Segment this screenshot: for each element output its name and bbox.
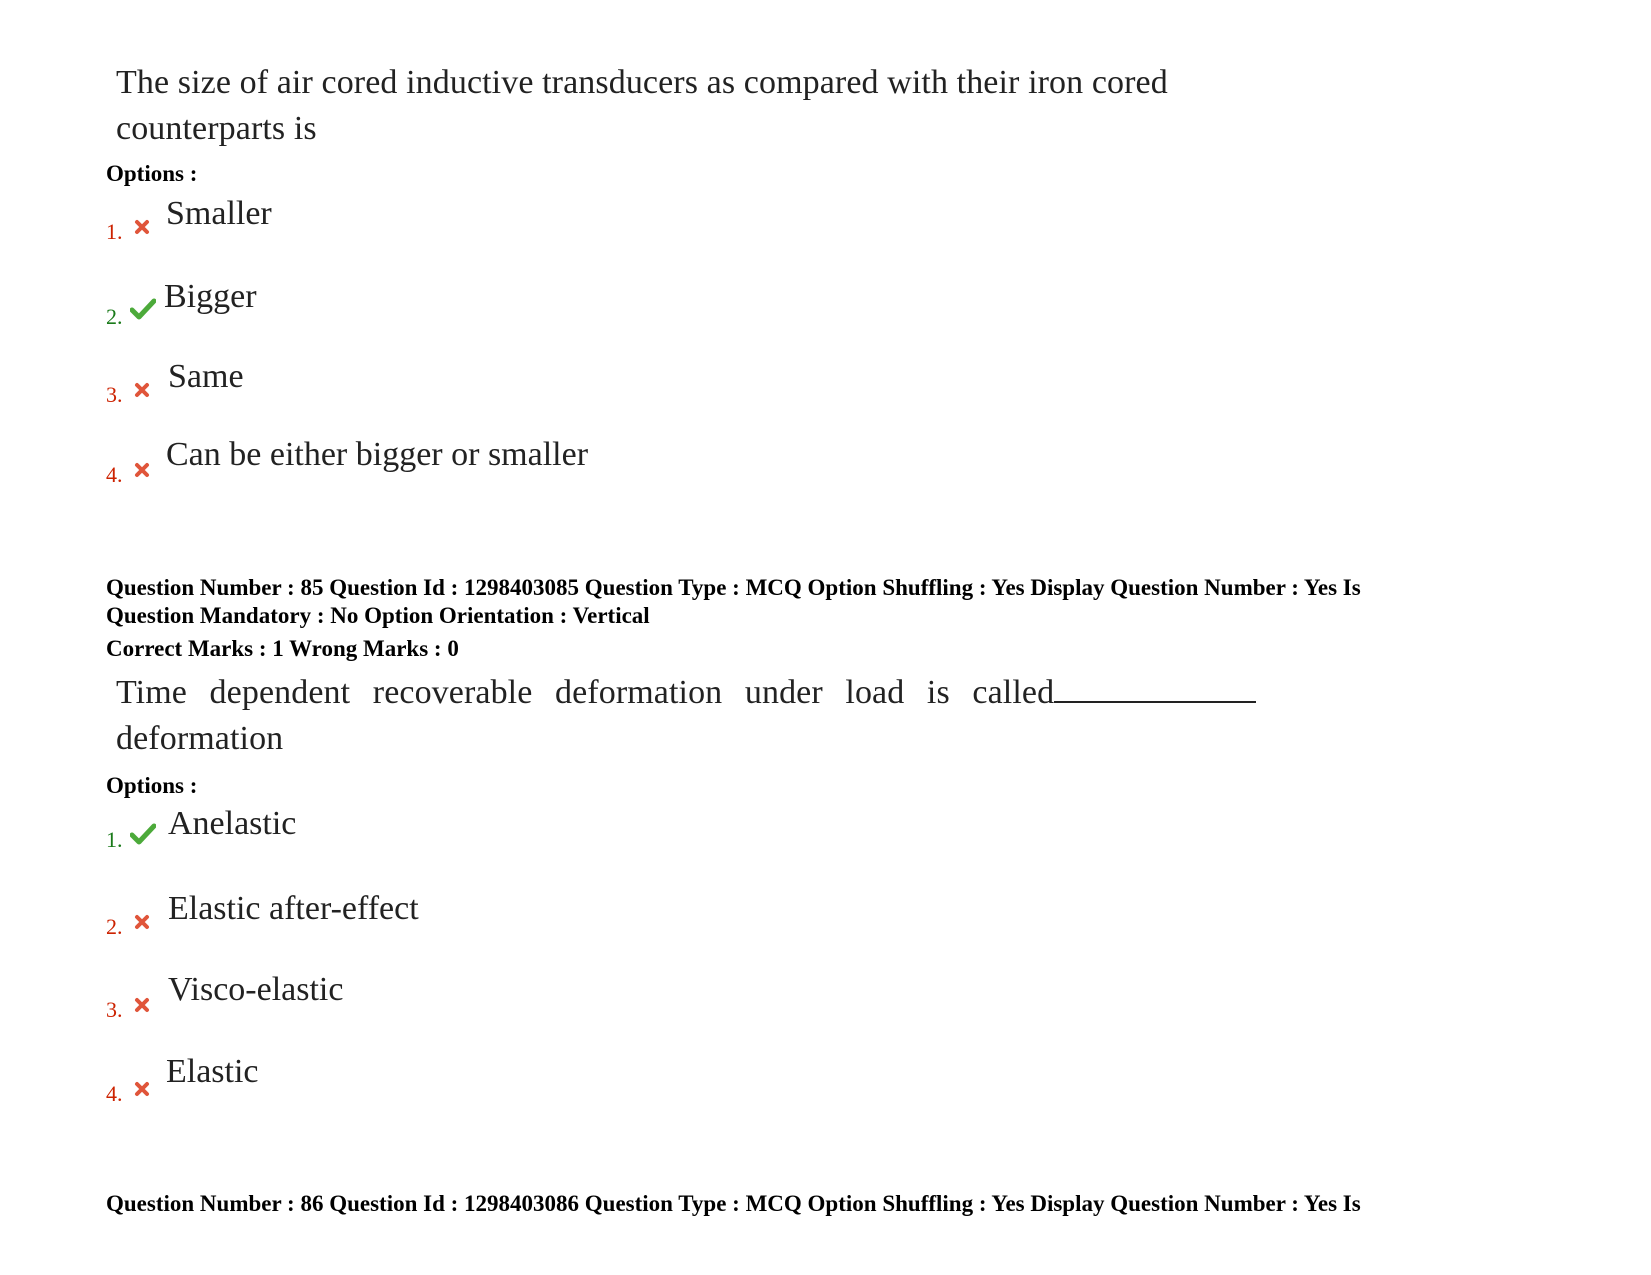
option-number: 4. — [106, 1081, 123, 1106]
cross-icon — [134, 382, 150, 403]
option-number: 3. — [106, 997, 123, 1022]
cross-icon — [134, 1081, 150, 1102]
marks-info: Correct Marks : 1 Wrong Marks : 0 — [106, 636, 459, 661]
question-meta — [106, 1190, 1586, 1218]
question-text — [116, 60, 1168, 152]
checkmark-icon — [130, 298, 156, 325]
question-text — [116, 670, 1256, 762]
option-text: Same — [168, 358, 244, 395]
question-text-line: deformation — [116, 720, 284, 757]
question-meta-line: Question Mandatory : No Option Orientation : Vertical — [106, 603, 650, 628]
option-number: 1. — [106, 827, 123, 852]
cross-icon — [134, 914, 150, 935]
option-text: Anelastic — [168, 805, 297, 842]
options-label: Options : — [106, 773, 198, 798]
option-number: 4. — [106, 462, 123, 487]
option-text: Smaller — [166, 195, 272, 232]
answer-blank — [1054, 671, 1256, 703]
cross-icon — [134, 997, 150, 1018]
cross-icon — [134, 219, 150, 240]
question-meta-line: Question Number : 86 Question Id : 1298403086 Question Type : MCQ Option Shuffling : Yes Display Question Number : Yes Is — [106, 1191, 1361, 1216]
cross-icon — [134, 462, 150, 483]
option-text: Can be either bigger or smaller — [166, 436, 589, 473]
option-text: Elastic — [166, 1053, 259, 1090]
question-text-line: Time dependent recoverable deformation under load is called — [116, 674, 1055, 711]
option-number: 1. — [106, 219, 123, 244]
options-label: Options : — [106, 161, 198, 186]
option-text: Visco-elastic — [168, 971, 344, 1008]
question-meta-line: Question Number : 85 Question Id : 1298403085 Question Type : MCQ Option Shuffling : Yes Display Question Number : Yes Is — [106, 575, 1361, 600]
option-number: 2. — [106, 914, 123, 939]
option-text: Elastic after-effect — [168, 890, 419, 927]
option-text: Bigger — [164, 278, 257, 315]
checkmark-icon — [130, 823, 156, 850]
question-text-line: counterparts is — [116, 110, 317, 147]
option-number: 3. — [106, 382, 123, 407]
option-number: 2. — [106, 304, 123, 329]
question-meta — [106, 574, 1586, 630]
question-text-line: The size of air cored inductive transducers as compared with their iron cored — [116, 64, 1168, 101]
